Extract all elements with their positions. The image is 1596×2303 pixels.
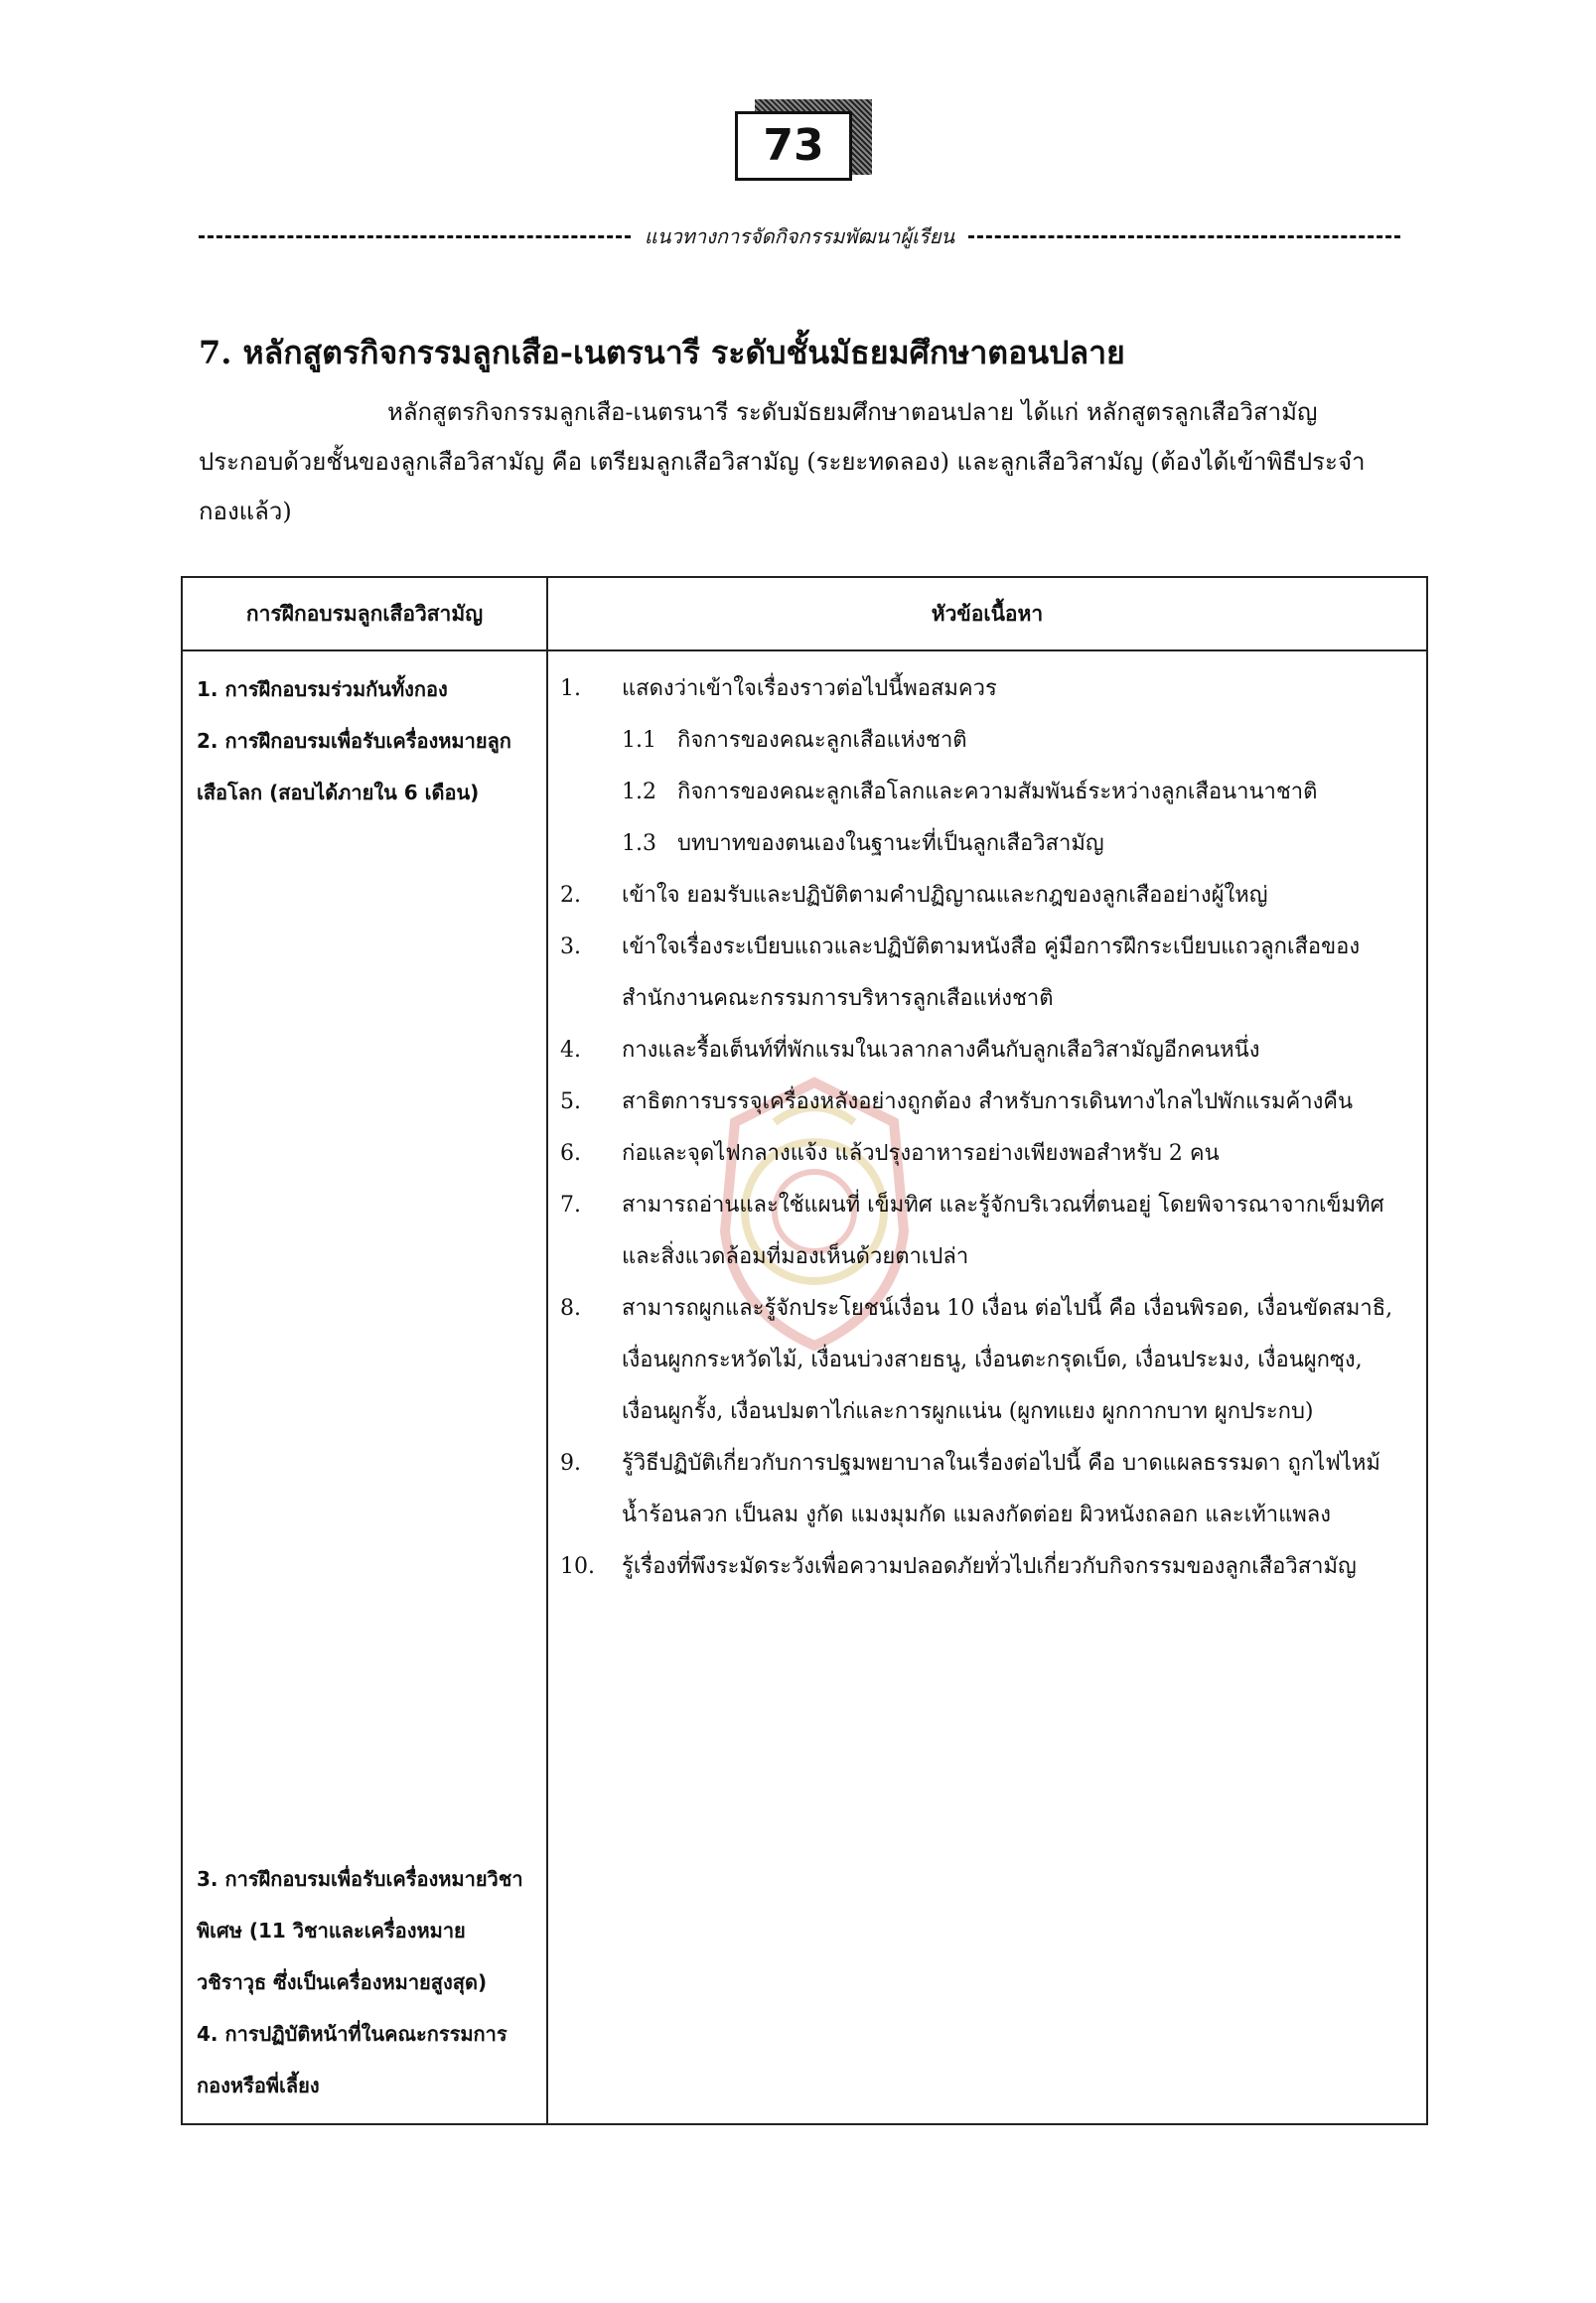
content-item (560, 1077, 1402, 1128)
page-number: 73 (735, 111, 852, 181)
item-number: 6. (560, 1141, 581, 1166)
item-number: 3. (560, 935, 581, 959)
item-text: เข้าใจ ยอมรับและปฏิบัติตามคำปฏิญาณและกฎของลูกเสืออย่างผู้ใหญ่ (622, 883, 1268, 908)
content-item (560, 1283, 1402, 1438)
header-training: การฝึกอบรมลูกเสือวิสามัญ (245, 602, 484, 626)
item-text: รู้วิธีปฏิบัติเกี่ยวกับการปฐมพยาบาลในเรื่องต่อไปนี้ คือ บาดแผลธรรมดา ถูกไฟไหม้ น้ำร้อนลวก เป็นลม งูกัด แมงมุมกัด แมลงกัดต่อย ผิวหนังถลอก และเท้าแพลง (622, 1451, 1380, 1527)
training-column (197, 663, 534, 2111)
dashed-rule-left (199, 235, 631, 238)
content-column (560, 663, 1402, 1593)
training-group-bottom (197, 1853, 534, 2111)
item-text: เข้าใจเรื่องระเบียบแถวและปฏิบัติตามหนังสือ คู่มือการฝึกระเบียบแถวลูกเสือของสำนักงานคณะกรรมการบริหารลูกเสือแห่งชาติ (622, 935, 1361, 1011)
content-item (560, 1025, 1402, 1077)
item-text: สามารถอ่านและใช้แผนที่ เข็มทิศ และรู้จักบริเวณที่ตนอยู่ โดยพิจารณาจากเข็มทิศและสิ่งแวดล้อมที่มองเห็นด้วยตาเปล่า (622, 1193, 1384, 1269)
content-sub-item (622, 767, 1402, 818)
training-item: 3. การฝึกอบรมเพื่อรับเครื่องหมายวิชาพิเศษ (11 วิชาและเครื่องหมายวชิราวุธ ซึ่งเป็นเครื่องหมายสูงสุด) (197, 1867, 523, 1994)
item-text: สามารถผูกและรู้จักประโยชน์เงื่อน 10 เงื่อน ต่อไปนี้ คือ เงื่อนพิรอด, เงื่อนขัดสมาธิ, เงื่อนผูกกระหวัดไม้, เงื่อนบ่วงสายธนู, เงื่อนตะกรุดเบ็ด, เงื่อนประมง, เงื่อนผูกซุง, เงื่อนผูกรั้ง, เงื่อนปมตาไก่และการผูกแน่น (ผูกทแยง ผูกกากบาท ผูกประกบ) (622, 1296, 1393, 1424)
item-number: 2. (560, 883, 581, 908)
sub-item-text: กิจการของคณะลูกเสือโลกและความสัมพันธ์ระหว่างลูกเสือนานาชาติ (677, 780, 1318, 804)
header-divider (183, 649, 1426, 651)
item-text: สาธิตการบรรจุเครื่องหลังอย่างถูกต้อง สำหรับการเดินทางไกลไปพักแรมค้างคืน (622, 1089, 1354, 1114)
content-item (560, 1438, 1402, 1541)
column-divider (546, 578, 548, 2123)
training-item: 2. การฝึกอบรมเพื่อรับเครื่องหมายลูกเสือโลก (สอบได้ภายใน 6 เดือน) (197, 729, 511, 804)
content-sub-item (622, 715, 1402, 767)
section-title: 7. หลักสูตรกิจกรรมลูกเสือ-เนตรนารี ระดับชั้นมัธยมศึกษาตอนปลาย (199, 334, 1125, 371)
sub-item-number: 1.2 (622, 780, 656, 804)
running-head-text: แนวทางการจัดกิจกรรมพัฒนาผู้เรียน (644, 224, 955, 248)
training-group-top (197, 663, 534, 818)
running-head (199, 220, 1400, 252)
training-item: 4. การปฏิบัติหน้าที่ในคณะกรรมการกองหรือพี่เลี้ยง (197, 2022, 508, 2097)
page-number-box (735, 99, 852, 187)
sub-item-number: 1.1 (622, 728, 656, 753)
sub-item-text: บทบาทของตนเองในฐานะที่เป็นลูกเสือวิสามัญ (677, 831, 1104, 856)
item-number: 9. (560, 1451, 581, 1476)
content-item (560, 663, 1402, 715)
sub-item-text: กิจการของคณะลูกเสือแห่งชาติ (677, 728, 967, 753)
curriculum-table (181, 576, 1428, 2125)
item-text: แสดงว่าเข้าใจเรื่องราวต่อไปนี้พอสมควร (622, 676, 997, 701)
content-item (560, 1180, 1402, 1283)
content-item (560, 922, 1402, 1025)
item-text: ก่อและจุดไฟกลางแจ้ง แล้วปรุงอาหารอย่างเพียงพอสำหรับ 2 คน (622, 1141, 1220, 1166)
item-number: 10. (560, 1554, 595, 1579)
item-number: 1. (560, 676, 581, 701)
content-item (560, 1541, 1402, 1593)
training-item: 1. การฝึกอบรมร่วมกันทั้งกอง (197, 677, 448, 701)
item-text: รู้เรื่องที่พึงระมัดระวังเพื่อความปลอดภัยทั่วไปเกี่ยวกับกิจกรรมของลูกเสือวิสามัญ (622, 1554, 1357, 1579)
item-number: 7. (560, 1193, 581, 1218)
item-text: กางและรื้อเต็นท์ที่พักแรมในเวลากลางคืนกับลูกเสือวิสามัญอีกคนหนึ่ง (622, 1038, 1260, 1063)
content-item (560, 870, 1402, 922)
content-sub-item (622, 818, 1402, 870)
intro-paragraph: หลักสูตรกิจกรรมลูกเสือ-เนตรนารี ระดับมัธยมศึกษาตอนปลาย ได้แก่ หลักสูตรลูกเสือวิสามัญ ประกอบด้วยชั้นของลูกเสือวิสามัญ คือ เตรียมลูกเสือวิสามัญ (ระยะทดลอง) และลูกเสือวิสามัญ (ต้องได้เข้าพิธีประจำกองแล้ว) (199, 398, 1366, 525)
header-content: หัวข้อเนื้อหา (931, 602, 1044, 626)
item-number: 4. (560, 1038, 581, 1063)
dashed-rule-right (968, 235, 1400, 238)
sub-item-number: 1.3 (622, 831, 656, 856)
content-item (560, 1128, 1402, 1180)
item-number: 5. (560, 1089, 581, 1114)
item-number: 8. (560, 1296, 581, 1321)
